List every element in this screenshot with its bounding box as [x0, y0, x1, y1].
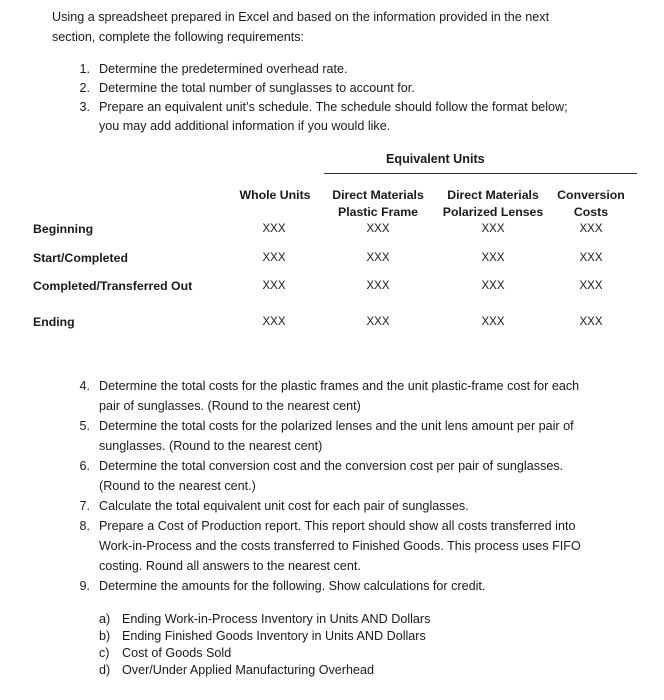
schedule-title: Equivalent Units [386, 152, 485, 166]
req-6-text-line-1: Determine the total conversion cost and the conversion cost per pair of sunglasses. [99, 459, 564, 473]
cell-completed-transferred-conversion-costs: XXX [579, 280, 603, 292]
cell-beginning-whole-units: XXX [262, 223, 286, 235]
sub-item-d-text: Over/Under Applied Manufacturing Overhead [122, 663, 375, 677]
req-4-text-line-2: pair of sunglasses. (Round to the nearest cent) [99, 399, 361, 413]
cell-beginning-conversion-costs: XXX [579, 223, 603, 235]
sub-item-a-letter: a) [99, 612, 111, 626]
sub-item-c-text: Cost of Goods Sold [122, 646, 232, 660]
col-header-dm-polarized-lenses [437, 187, 549, 221]
row-label-ending: Ending [33, 315, 75, 329]
col-header-dm-plastic-frame-line-2: Plastic Frame [338, 205, 418, 219]
col-header-conversion-costs-line-2: Costs [573, 205, 609, 219]
cell-completed-transferred-whole-units: XXX [262, 280, 286, 292]
col-header-dm-polarized-lenses-line-2: Polarized Lenses [442, 205, 544, 219]
cell-ending-dm-plastic-frame: XXX [366, 316, 390, 328]
req-7-text: Calculate the total equivalent unit cost for each pair of sunglasses. [99, 499, 469, 513]
req-9-text: Determine the amounts for the following. Show calculations for credit. [99, 579, 486, 593]
sub-item-d-letter: d) [99, 663, 111, 677]
req-8-text-line-3: costing. Round all answers to the nearest cent. [99, 559, 361, 573]
schedule-title-rule [324, 173, 637, 174]
req-8-text-line-1: Prepare a Cost of Production report. This report should show all costs transferred into [99, 519, 576, 533]
req-5-text-line-2: sunglasses. (Round to the nearest cent) [99, 439, 323, 453]
sub-item-c-letter: c) [99, 646, 110, 660]
cell-beginning-dm-polarized-lenses: XXX [481, 223, 505, 235]
intro-paragraph [52, 8, 549, 47]
cell-beginning-dm-plastic-frame: XXX [366, 223, 390, 235]
req-7-number: 7. [79, 499, 90, 513]
cell-ending-whole-units: XXX [262, 316, 286, 328]
cell-completed-transferred-dm-polarized-lenses: XXX [481, 280, 505, 292]
req-6-text-line-2: (Round to the nearest cent.) [99, 479, 256, 493]
sub-item-b-letter: b) [99, 629, 111, 643]
col-header-dm-plastic-frame-line-1: Direct Materials [332, 188, 424, 202]
row-label-beginning: Beginning [33, 222, 94, 236]
col-header-conversion-costs-line-1: Conversion [557, 188, 625, 202]
col-header-conversion-costs [553, 187, 629, 221]
req-3-text-line-2: you may add additional information if you would like. [99, 119, 391, 133]
req-1-text: Determine the predetermined overhead rate. [99, 62, 348, 76]
col-header-dm-polarized-lenses-line-1: Direct Materials [447, 188, 539, 202]
cell-ending-conversion-costs: XXX [579, 316, 603, 328]
req-8-text-line-2: Work-in-Process and the costs transferred to Finished Goods. This process uses FIFO [99, 539, 581, 553]
req-3-number: 3. [79, 100, 90, 114]
cell-start-completed-dm-plastic-frame: XXX [366, 252, 390, 264]
col-header-dm-plastic-frame [324, 187, 432, 221]
req-2-text: Determine the total number of sunglasses to account for. [99, 81, 415, 95]
cell-start-completed-dm-polarized-lenses: XXX [481, 252, 505, 264]
col-header-whole-units-line-1: Whole Units [239, 188, 311, 202]
cell-completed-transferred-dm-plastic-frame: XXX [366, 280, 390, 292]
req-2-number: 2. [79, 81, 90, 95]
req-1-number: 1. [79, 62, 90, 76]
sub-item-a-text: Ending Work-in-Process Inventory in Units AND Dollars [122, 612, 431, 626]
req-6-number: 6. [79, 459, 90, 473]
row-label-completed-transferred-out: Completed/Transferred Out [33, 279, 193, 293]
row-label-start-completed: Start/Completed [33, 251, 128, 265]
col-header-whole-units [234, 187, 316, 204]
cell-start-completed-conversion-costs: XXX [579, 252, 603, 264]
req-3-text-line-1: Prepare an equivalent unit’s schedule. The schedule should follow the format below; [99, 100, 568, 114]
cell-ending-dm-polarized-lenses: XXX [481, 316, 505, 328]
req-4-text-line-1: Determine the total costs for the plastic frames and the unit plastic-frame cost for each [99, 379, 580, 393]
req-4-number: 4. [79, 379, 90, 393]
req-5-text-line-1: Determine the total costs for the polarized lenses and the unit lens amount per pair of [99, 419, 574, 433]
sub-item-b-text: Ending Finished Goods Inventory in Units AND Dollars [122, 629, 426, 643]
intro-line-1: Using a spreadsheet prepared in Excel and based on the information provided in the next [52, 10, 550, 24]
req-5-number: 5. [79, 419, 90, 433]
req-8-number: 8. [79, 519, 90, 533]
cell-start-completed-whole-units: XXX [262, 252, 286, 264]
req-9-number: 9. [79, 579, 90, 593]
intro-line-2: section, complete the following requirements: [52, 29, 305, 44]
